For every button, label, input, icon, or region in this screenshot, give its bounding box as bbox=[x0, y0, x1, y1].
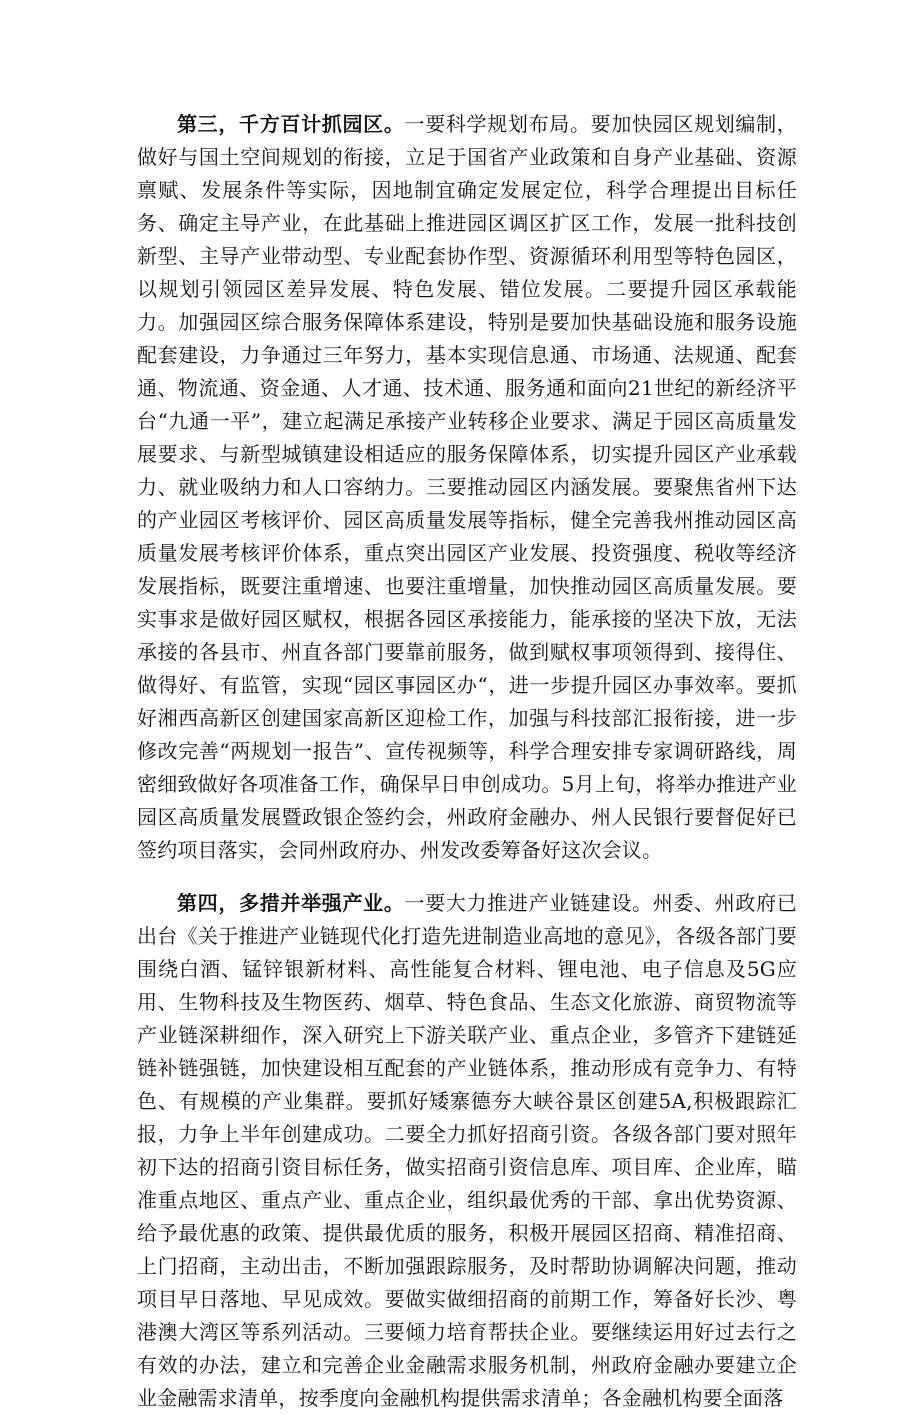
paragraph-text: 一要科学规划布局。要加快园区规划编制，做好与国土空间规划的衔接，立足于国省产业政策和自身产业基础、资源禀赋、发展条件等实际，因地制宜确定发展定位，科学合理提出目标任务、确定主导产业，在此基础上推进园区调区扩区工作，发展一批科技创新型、主导产业带动型、专业配套协作型、资源循环利用型等特色园区，以规划引领园区差异发展、特色发展、错位发展。二要提升园区承载能力。加强园区综合服务保障体系建设，特别是要加快基础设施和服务设施配套建设，力争通过三年努力，基本实现信息通、市场通、法规通、配套通、物流通、资金通、人才通、技术通、服务通和面向21世纪的新经济平台“九通一平”，建立起满足承接产业转移企业要求、满足于园区高质量发展要求、与新型城镇建设相适应的服务保障体系，切实提升园区产业承载力、就业吸纳力和人口容纳力。三要推动园区内涵发展。要聚焦省州下达的产业园区考核评价、园区高质量发展等指标，健全完善我州推动园区高质量发展考核评价体系，重点突出园区产业发展、投资强度、税收等经济发展指标，既要注重增速、也要注重增量，加快推动园区高质量发展。要实事求是做好园区赋权，根据各园区承接能力，能承接的坚决下放，无法承接的各县市、州直各部门要靠前服务，做到赋权事项领得到、接得住、做得好、有监管，实现“园区事园区办“，进一步提升园区办事效率。要抓好湘西高新区创建国家高新区迎检工作，加强与科技部汇报衔接，进一步修改完善“两规划一报告”、宣传视频等，科学合理安排专家调研路线，周密细致做好各项准备工作，确保早日申创成功。5月上旬，将举办推进产业园区高质量发展暨政银企签约会，州政府金融办、州人民银行要督促好已签约项目落实，会同州政府办、州发改委筹备好这次会议。 bbox=[137, 112, 797, 862]
paragraph-heading: 第四，多措并举强产业。 bbox=[177, 891, 405, 915]
paragraph-text: 一要大力推进产业链建设。州委、州政府已出台《关于推进产业链现代化打造先进制造业高地的意见》，各级各部门要围绕白酒、锰锌银新材料、高性能复合材料、锂电池、电子信息及5G应用、生物科技及生物医药、烟草、特色食品、生态文化旅游、商贸物流等产业链深耕细作，深入研究上下游关联产业、重点企业，多管齐下建链延链补链强链，加快建设相互配套的产业链体系，推动形成有竞争力、有特色、有规模的产业集群。要抓好矮寨德夯大峡谷景区创建5A,积极跟踪汇报，力争上半年创建成功。二要全力抓好招商引资。各级各部门要对照年初下达的招商引资目标任务，做实招商引资信息库、项目库、企业库，瞄准重点地区、重点产业、重点企业，组织最优秀的干部、拿出优势资源、给予最优惠的政策、提供最优质的服务，积极开展园区招商、精准招商、上门招商，主动出击，不断加强跟踪服务，及时帮助协调解决问题，推动项目早日落地、早见成效。要做实做细招商的前期工作，筹备好长沙、粤港澳大湾区等系列活动。三要倾力培育帮扶企业。要继续运用好过去行之有效的办法，建立和完善企业金融需求服务机制，州政府金融办要建立企业金融需求清单，按季度向金融机构提供需求清单；各金融机构要全面落 bbox=[137, 891, 797, 1410]
document-body bbox=[137, 108, 797, 1415]
paragraph-fourth bbox=[137, 887, 797, 1415]
paragraph-heading: 第三，千方百计抓园区。 bbox=[177, 112, 405, 136]
paragraph-third bbox=[137, 108, 797, 867]
